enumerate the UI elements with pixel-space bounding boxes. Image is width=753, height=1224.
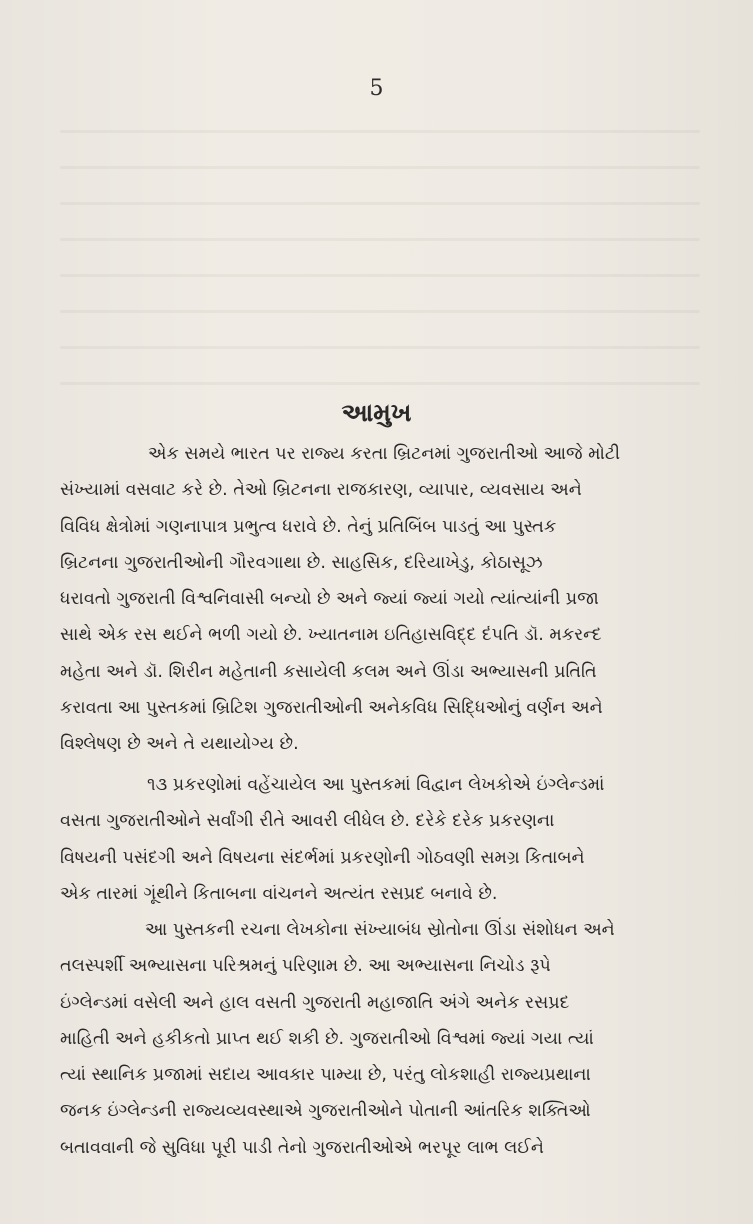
text-line: વસતા ગુજરાતીઓને સર્વાંગી રીતે આવરી લીધેલ છે. દરેકે દરેક પ્રકરણના <box>60 811 555 832</box>
text-line: સાથે એક રસ થઈને ભળી ગયો છે. ખ્યાતનામ ઇતિહાસવિદ્દ દંપતિ ડૉ. મકરન્દ <box>60 625 602 646</box>
paragraph-1 <box>60 436 710 763</box>
text-line: વિશ્લેષણ છે અને તે યથાયોગ્ય છે. <box>60 734 299 755</box>
page-heading: આમુખ <box>341 398 412 427</box>
text-line: બતાવવાની જે સુવિધા પૂરી પાડી તેનો ગુજરાતીઓએ ભરપૂર લાભ લઈને <box>60 1137 544 1158</box>
text-line: ૧૩ પ્રકરણોમાં વહેંચાયેલ આ પુસ્તકમાં વિદ્વાન લેખકોએ ઇંગ્લેન્ડમાં <box>147 775 605 795</box>
text-line: વિવિધ ક્ષેત્રોમાં ગણનાપાત્ર પ્રભુત્વ ધરાવે છે. તેનું પ્રતિબિંબ પાડતું આ પુસ્તક <box>60 516 557 537</box>
bleed-through-line <box>60 202 700 205</box>
text-line: બ્રિટનના ગુજરાતીઓની ગૌરવગાથા છે. સાહસિક, દરિયાખેડુ, કોઠાસૂઝ <box>60 552 543 573</box>
bleed-through-line <box>60 130 700 133</box>
bleed-through-line <box>60 238 700 241</box>
text-line: કરાવતા આ પુસ્તકમાં બ્રિટિશ ગુજરાતીઓની અનેકવિધ સિદ્ધિઓનું વર્ણન અને <box>60 698 603 719</box>
bleed-through-line <box>60 346 700 349</box>
paragraph-3 <box>60 912 710 1166</box>
text-line: તલસ્પર્શી અભ્યાસના પરિશ્રમનું પરિણામ છે. આ અભ્યાસના નિચોડ રૂપે <box>60 956 551 977</box>
text-line: ઇંગ્લેન્ડમાં વસેલી અને હાલ વસતી ગુજરાતી મહાજાતિ અંગે અનેક રસપ્રદ <box>60 992 570 1013</box>
bleed-through-line <box>60 166 700 169</box>
text-line: ત્યાં સ્થાનિક પ્રજામાં સદાય આવકાર પામ્યા છે, પરંતુ લોકશાહી રાજ્યપ્રથાના <box>60 1065 591 1086</box>
text-line: મહેતા અને ડૉ. શિરીન મહેતાની કસાયેલી કલમ અને ઊંડા અભ્યાસની પ્રતિતિ <box>60 661 597 682</box>
text-line: વિષયની પસંદગી અને વિષયના સંદર્ભમાં પ્રકરણોની ગોઠવણી સમગ્ર કિતાબને <box>60 847 585 868</box>
text-line: સંખ્યામાં વસવાટ કરે છે. તેઓ બ્રિટનના રાજકારણ, વ્યાપાર, વ્યવસાય અને <box>60 480 582 501</box>
text-line: ધરાવતો ગુજરાતી વિશ્વનિવાસી બન્યો છે અને જ્યાં જ્યાં ગયો ત્યાંત્યાંની પ્રજા <box>60 589 599 610</box>
text-line: એક સમયે ભારત પર રાજ્ય કરતા બ્રિટનમાં ગુજરાતીઓ આજે મોટી <box>148 444 621 464</box>
text-line: આ પુસ્તકની રચના લેખકોના સંખ્યાબંધ સ્રોતોના ઊંડા સંશોધન અને <box>145 920 615 940</box>
paragraph-2 <box>60 767 710 912</box>
bleed-through-line <box>60 274 700 277</box>
text-line: માહિતી અને હકીકતો પ્રાપ્ત થઈ શકી છે. ગુજરાતીઓ વિશ્વમાં જ્યાં ગયા ત્યાં <box>60 1028 594 1049</box>
bleed-through-line <box>60 382 700 385</box>
bleed-through-line <box>60 310 700 313</box>
text-line: જનક ઇંગ્લેન્ડની રાજ્યવ્યવસ્થાએ ગુજરાતીઓને પોતાની આંતરિક શક્તિઓ <box>60 1101 591 1122</box>
page-number: 5 <box>369 76 384 101</box>
text-line: એક તારમાં ગૂંથીને કિતાબના વાંચનને અત્યંત રસપ્રદ બનાવે છે. <box>60 883 498 904</box>
